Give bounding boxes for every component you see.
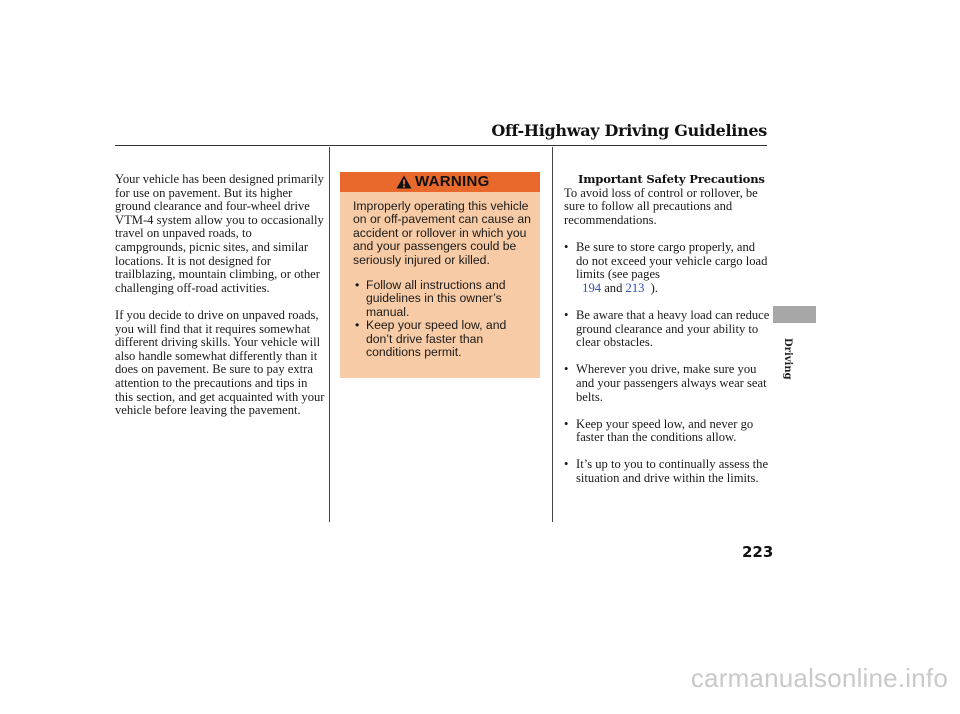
cargo-bullet-end: ). <box>650 280 658 295</box>
right-column <box>564 173 770 499</box>
page-number: 223 <box>742 543 774 561</box>
precautions-intro: To avoid loss of control or rollover, be sure to follow all precautions and recommendations. <box>564 185 758 227</box>
warning-bullet-text: Keep your speed low, and don’t drive faster than conditions permit. <box>366 318 507 360</box>
title-rule <box>115 145 767 146</box>
bullet-icon: • <box>355 318 360 333</box>
page-title: Off-Highway Driving Guidelines <box>491 121 767 140</box>
bullet-icon: • <box>355 278 360 293</box>
list-item <box>564 458 770 485</box>
bullet-icon: • <box>564 239 569 254</box>
bullet-icon: • <box>564 416 569 431</box>
warning-body <box>353 200 533 359</box>
warning-intro: Improperly operating this vehicle on or off-pavement can cause an accident or rollover in which you and your passengers could be seriously injured or killed. <box>353 199 531 267</box>
warning-bullet <box>353 279 533 319</box>
section-heading: Important Safety Precautions <box>578 172 765 186</box>
link-joiner: and <box>604 280 623 295</box>
list-item <box>564 418 770 445</box>
precautions-list <box>564 241 770 486</box>
list-item-text: It’s up to you to continually assess the situation and drive within the limits. <box>576 457 769 486</box>
section-label: Driving <box>782 338 793 380</box>
warning-bullet <box>353 319 533 359</box>
list-item <box>564 363 770 404</box>
left-column <box>115 173 325 431</box>
column-divider-right <box>552 147 553 522</box>
section-tab <box>773 306 816 323</box>
list-item-cargo <box>564 241 770 295</box>
cargo-bullet-text: Be sure to store cargo properly, and do not exceed your vehicle cargo load limits (see pages <box>576 239 768 282</box>
list-item-text: Be aware that a heavy load can reduce ground clearance and your ability to clear obstacles. <box>576 307 770 350</box>
intro-paragraph: Your vehicle has been designed primarily for use on pavement. But its higher ground clearance and four-wheel drive VTM-4 system allow you to occasionally travel on unpaved roads, to campgrounds, picnic sites, and similar locations. It is not designed for trailblazing, mountain climbing, or other challenging off-road activities. <box>115 172 324 295</box>
bullet-icon: • <box>564 457 569 472</box>
list-item-text: Wherever you drive, make sure you and your passengers always wear seat belts. <box>576 362 767 404</box>
warning-triangle-icon <box>396 175 412 189</box>
bullet-icon: • <box>564 307 569 322</box>
list-item-text: Keep your speed low, and never go faster than the conditions allow. <box>576 416 754 445</box>
warning-bullet-text: Follow all instructions and guidelines in this owner’s manual. <box>366 278 506 319</box>
page-link-194[interactable]: 194 <box>582 280 602 295</box>
watermark: carmanualsonline.info <box>690 663 948 693</box>
page-link-213[interactable]: 213 <box>625 280 645 295</box>
warning-label: WARNING <box>415 173 490 190</box>
bullet-icon: • <box>564 362 569 377</box>
unpaved-roads-paragraph: If you decide to drive on unpaved roads, you will find that it requires somewhat different driving skills. Your vehicle will also handle somewhat differently than it does on pavement. Be sure to pay extra attention to the precautions and tips in this section, and get acquainted with your vehicle before leaving the pavement. <box>115 307 325 418</box>
column-divider-left <box>329 147 330 522</box>
list-item <box>564 309 770 350</box>
warning-box <box>340 172 540 378</box>
warning-header <box>340 172 540 192</box>
